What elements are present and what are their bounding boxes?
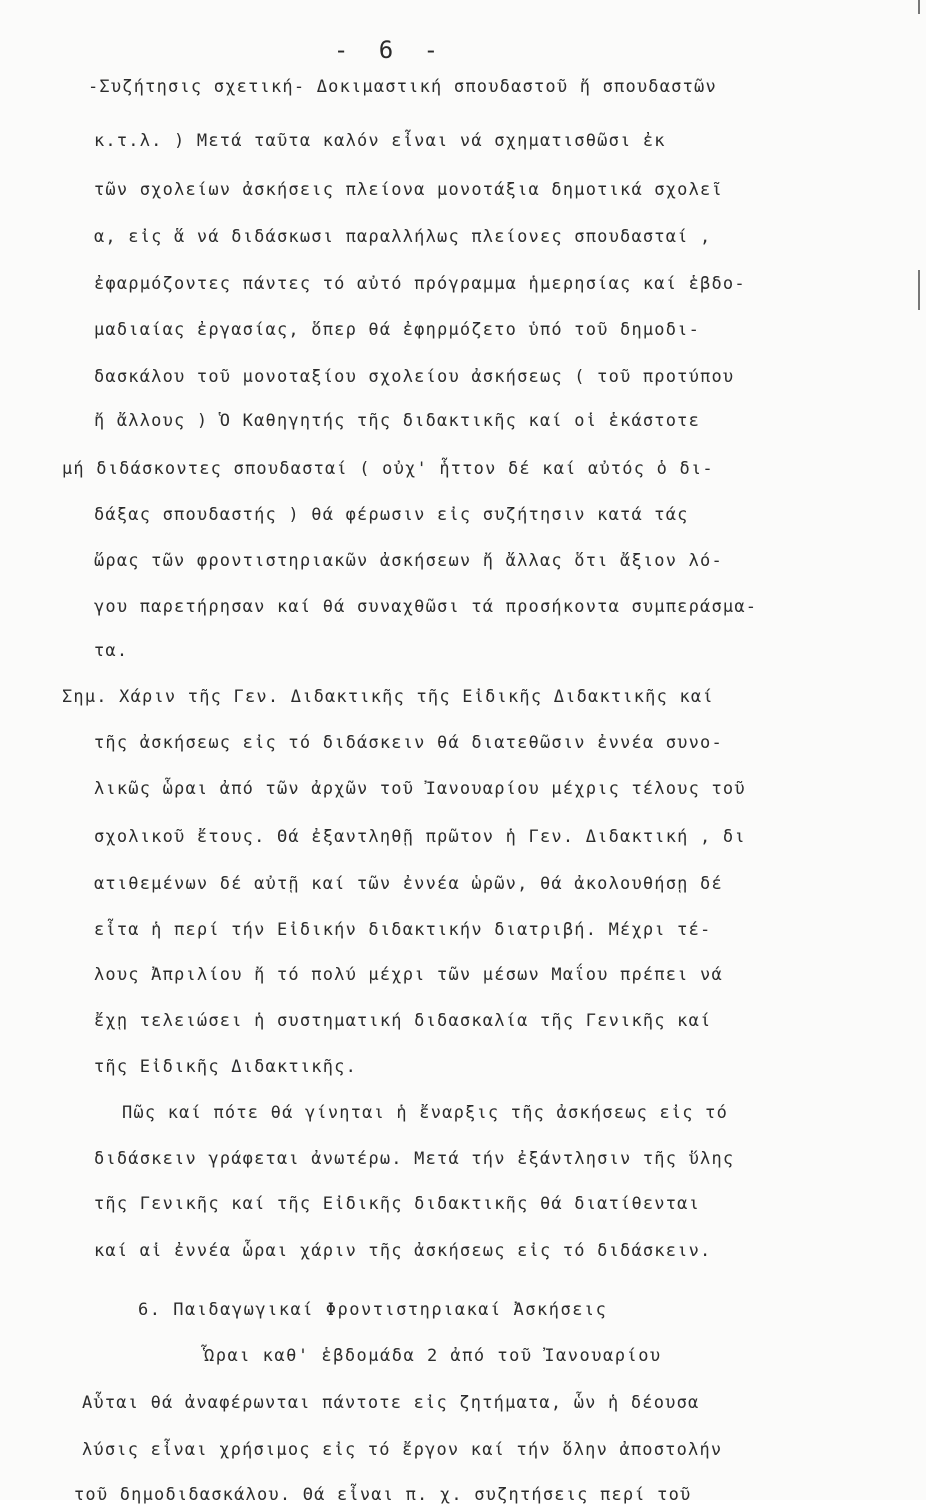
text-line: Πῶς καί πότε θά γίνηται ἡ ἔναρξις τῆς ἀσκήσεως εἰς τό — [122, 1103, 729, 1123]
text-line: ατιθεμένων δέ αὐτῇ καί τῶν ἐννέα ὡρῶν, θά ἀκολουθήσῃ δέ — [94, 874, 723, 894]
text-line: Σημ. Χάριν τῆς Γεν. Διδακτικῆς τῆς Εἰδικῆς Διδακτικῆς καί — [62, 687, 714, 707]
text-line: κ.τ.λ. ) Μετά ταῦτα καλόν εἶναι νά σχηματισθῶσι ἐκ — [94, 131, 666, 151]
text-line: τῆς Εἰδικῆς Διδακτικῆς. — [94, 1057, 358, 1077]
text-line: Αὗται θά ἀναφέρωνται πάντοτε εἰς ζητήματα, ὧν ἡ δέουσα — [82, 1393, 700, 1413]
text-line: ἔχῃ τελειώσει ἡ συστηματική διδασκαλία τῆς Γενικῆς καί — [94, 1011, 712, 1031]
text-line: λύσις εἶναι χρήσιμος εἰς τό ἔργον καί τήν ὅλην ἀποστολήν — [82, 1440, 723, 1460]
text-line: τῆς ἀσκήσεως εἰς τό διδάσκειν θά διατεθῶσιν ἐννέα συνο- — [94, 733, 723, 753]
text-line: λικῶς ὧραι ἀπό τῶν ἀρχῶν τοῦ Ἰανουαρίου μέχρις τέλους τοῦ — [94, 779, 746, 799]
text-line: τοῦ δημοδιδασκάλου. Θά εἶναι π. χ. συζητήσεις περί τοῦ — [74, 1485, 692, 1505]
text-line: μαδιαίας ἐργασίας, ὅπερ θά ἐφηρμόζετο ὑπό τοῦ δημοδι- — [94, 320, 701, 340]
text-line: εἶτα ἡ περί τήν Εἰδικήν διδακτικήν διατριβή. Μέχρι τέ- — [94, 920, 712, 940]
text-line: τῶν σχολείων ἀσκήσεις πλείονα μονοτάξια δημοτικά σχολεῖ — [94, 180, 723, 200]
text-line: γου παρετήρησαν καί θά συναχθῶσι τά προσήκοντα συμπεράσμα- — [94, 597, 758, 617]
text-line: τα. — [94, 641, 129, 661]
text-line: δασκάλου τοῦ μονοταξίου σχολείου ἀσκήσεως ( τοῦ προτύπου — [94, 367, 735, 387]
text-line: -Συζήτησις σχετική- Δοκιμαστική σπουδαστοῦ ἤ σπουδαστῶν — [88, 77, 717, 97]
text-line: σχολικοῦ ἔτους. Θά ἐξαντληθῇ πρῶτον ἡ Γεν. Διδακτική , δι — [94, 827, 746, 847]
text-line: λους Ἀπριλίου ἤ τό πολύ μέχρι τῶν μέσων Μαΐου πρέπει νά — [94, 965, 723, 985]
page-edge-mark — [918, 0, 920, 14]
text-line: καί αἱ ἐννέα ὧραι χάριν τῆς ἀσκήσεως εἰς τό διδάσκειν. — [94, 1241, 712, 1261]
text-line: διδάσκειν γράφεται ἀνωτέρω. Μετά τήν ἐξάντλησιν τῆς ὕλης — [94, 1149, 735, 1169]
text-line: ἤ ἄλλους ) Ὁ Καθηγητής τῆς διδακτικῆς καί οἱ ἑκάστοτε — [94, 411, 701, 431]
text-line: δάξας σπουδαστής ) θά φέρωσιν εἰς συζήτησιν κατά τάς — [94, 505, 689, 525]
page-number: - 6 - — [333, 36, 447, 64]
page-edge-mark — [918, 270, 920, 310]
text-line: τῆς Γενικῆς καί τῆς Εἰδικῆς διδακτικῆς θά διατίθενται — [94, 1194, 701, 1214]
text-line: α, εἰς ἅ νά διδάσκωσι παραλλήλως πλείονες σπουδασταί , — [94, 227, 712, 247]
text-line: μή διδάσκοντες σπουδασταί ( οὐχ' ἧττον δέ καί αὐτός ὁ δι- — [62, 459, 714, 479]
text-line: ἐφαρμόζοντες πάντες τό αὐτό πρόγραμμα ἡμερησίας καί ἑβδο- — [94, 274, 746, 294]
section-subheading: Ὧραι καθ' ἑβδομάδα 2 ἀπό τοῦ Ἰανουαρίου — [204, 1346, 662, 1366]
section-heading: 6. Παιδαγωγικαί Φροντιστηριακαί Ἀσκήσεις — [138, 1300, 608, 1320]
text-line: ὥρας τῶν φροντιστηριακῶν ἀσκήσεων ἤ ἄλλας ὅτι ἄξιον λό- — [94, 551, 723, 571]
